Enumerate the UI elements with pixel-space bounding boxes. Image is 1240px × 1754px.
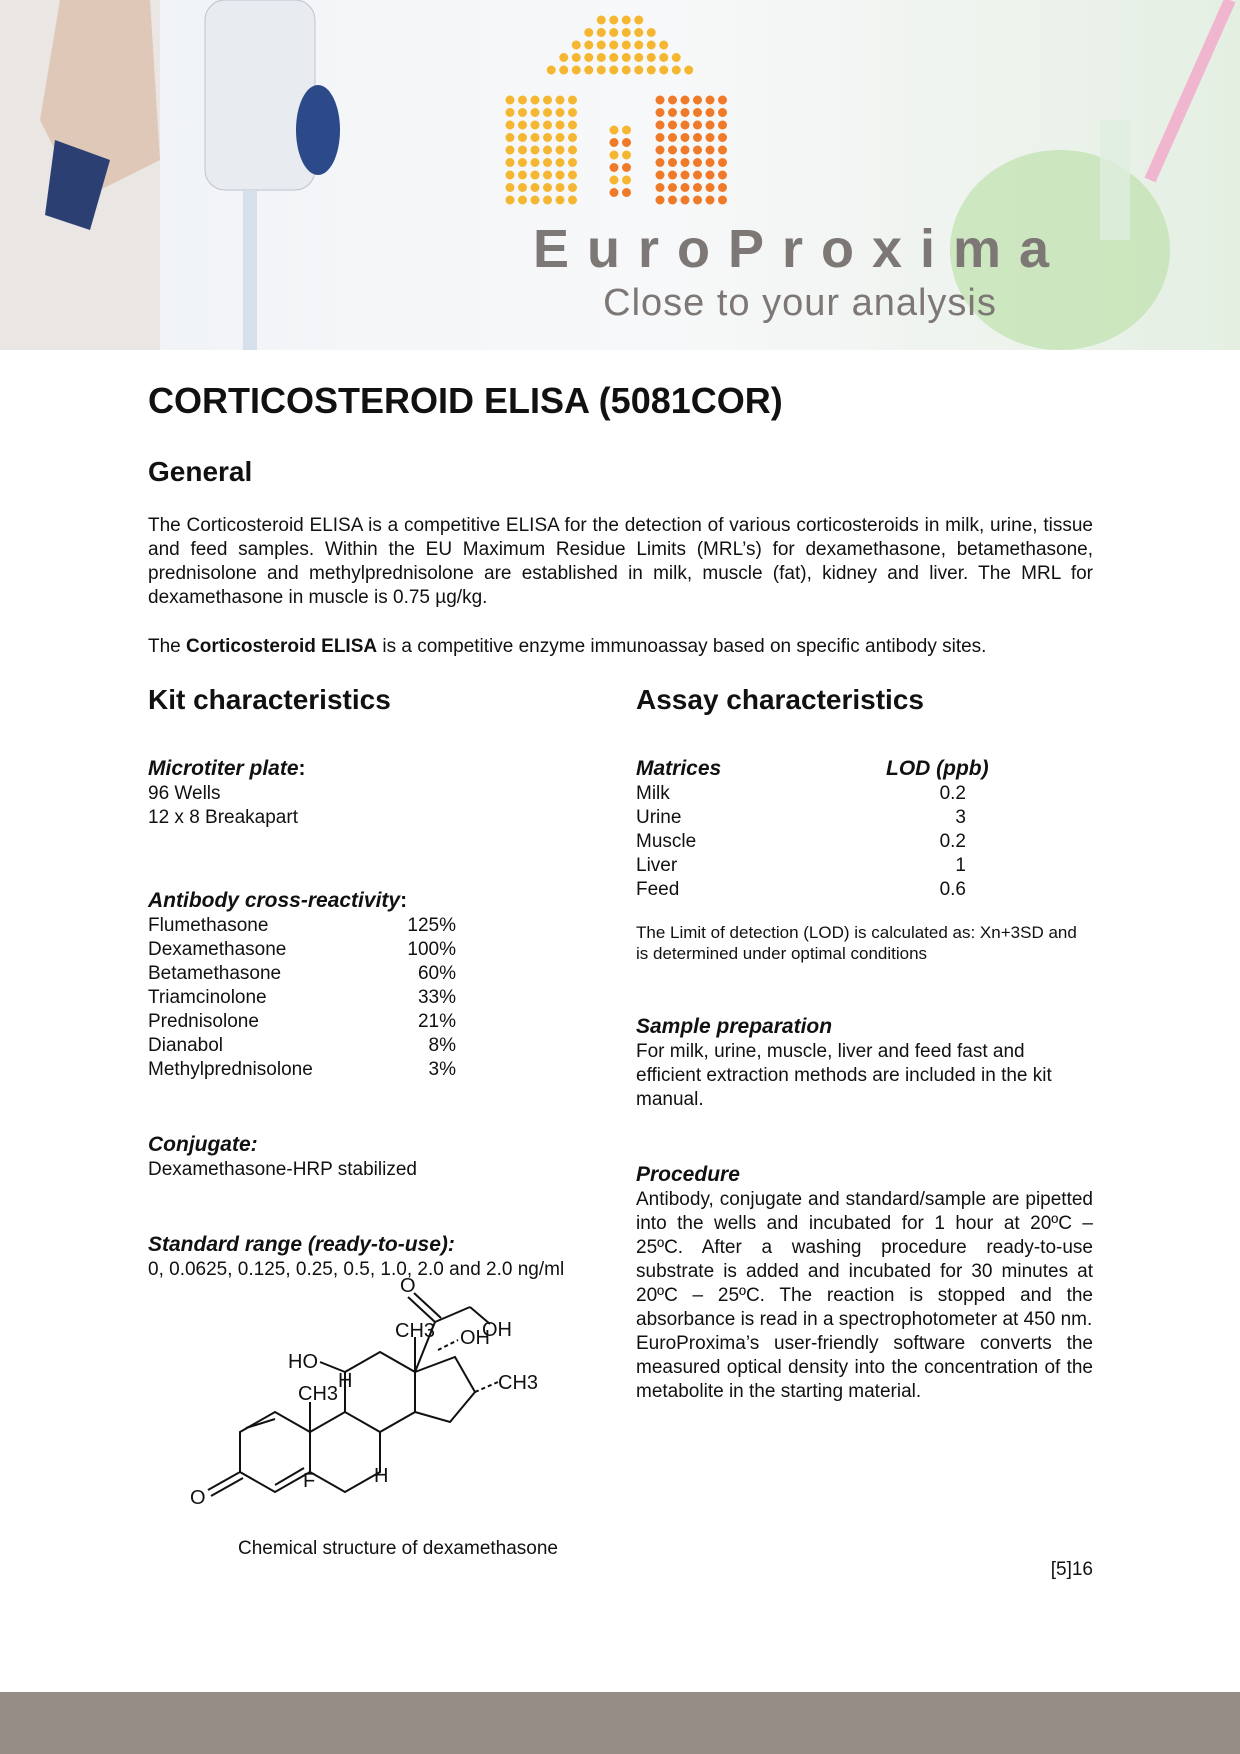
atom-oh-mid: OH xyxy=(460,1327,490,1349)
lod-table xyxy=(636,782,1093,902)
logo-dot xyxy=(610,176,619,185)
logo-dot xyxy=(572,41,581,50)
logo-dot xyxy=(556,146,565,155)
logo-dot xyxy=(597,41,606,50)
kit-heading: Kit characteristics xyxy=(148,684,391,715)
logo-dot xyxy=(656,196,665,205)
cross-name: Dianabol xyxy=(148,1035,223,1056)
logo-dot xyxy=(531,108,540,117)
logo-dot xyxy=(518,108,527,117)
logo-dot xyxy=(672,66,681,75)
logo-dot xyxy=(647,66,656,75)
logo-dot xyxy=(610,138,619,147)
logo-dot xyxy=(706,196,715,205)
p2-pre: The xyxy=(148,636,187,657)
logo-dot xyxy=(668,121,677,130)
logo-dot xyxy=(622,126,631,135)
table-row xyxy=(636,878,1093,902)
assay-heading: Assay characteristics xyxy=(636,684,924,715)
ring-d xyxy=(415,1357,475,1422)
logo-dot xyxy=(706,171,715,180)
logo-dot xyxy=(668,171,677,180)
procedure-text-2: EuroProxima’s user-friendly software converts the measured optical density into the concentration of the metabolite in the starting material. xyxy=(636,1333,1093,1402)
logo-dot xyxy=(622,163,631,172)
logo-dot xyxy=(531,133,540,142)
table-row xyxy=(148,1010,618,1034)
matrices-header xyxy=(636,756,1093,782)
cross-name: Methylprednisolone xyxy=(148,1059,313,1080)
dexamethasone-structure-diagram xyxy=(180,1262,580,1522)
logo-dot xyxy=(547,66,556,75)
cross-name: Flumethasone xyxy=(148,915,269,936)
kit-characteristics-column xyxy=(148,684,618,1282)
matrix-name: Urine xyxy=(636,807,682,828)
logo-dot xyxy=(506,96,515,105)
logo-dot xyxy=(556,183,565,192)
matrix-name: Feed xyxy=(636,879,680,900)
logo-dot xyxy=(668,183,677,192)
cross-value: 3% xyxy=(428,1059,456,1080)
logo-dot xyxy=(656,108,665,117)
logo-dot xyxy=(693,108,702,117)
logo-dot xyxy=(656,171,665,180)
pipette-body xyxy=(205,0,315,190)
logo-dot xyxy=(518,196,527,205)
table-row xyxy=(636,854,1093,878)
logo-dot xyxy=(681,183,690,192)
cross-reactivity-label xyxy=(148,888,618,914)
logo-dot xyxy=(693,121,702,130)
general-heading: General xyxy=(148,456,253,487)
logo-dot xyxy=(659,41,668,50)
logo-dot xyxy=(568,146,577,155)
logo-dot xyxy=(543,196,552,205)
procedure-text-1: Antibody, conjugate and standard/sample are pipetted into the wells and incubated for 1 hour at 20ºC – 25ºC. After a washing procedure ready-to-use substrate is added and incubated for 30 minutes at 20ºC – 25ºC. The reaction is stopped and the absorbance is read in a spectrophotometer at 450 nm. xyxy=(636,1189,1093,1330)
logo-dot xyxy=(518,133,527,142)
logo-dot xyxy=(656,158,665,167)
cross-value: 100% xyxy=(407,939,456,960)
logo-dot xyxy=(668,196,677,205)
table-row xyxy=(636,782,1093,806)
sample-preparation-label: Sample preparation xyxy=(636,1015,833,1038)
logo-dot xyxy=(506,171,515,180)
logo-dot xyxy=(531,146,540,155)
logo-dot xyxy=(543,121,552,130)
table-row xyxy=(148,914,618,938)
logo-dot xyxy=(668,133,677,142)
cross-label-colon: : xyxy=(400,889,408,912)
cross-value: 125% xyxy=(407,915,456,936)
logo-dot xyxy=(656,183,665,192)
logo-dot xyxy=(568,96,577,105)
logo-dot xyxy=(656,96,665,105)
logo-dot xyxy=(647,28,656,37)
logo-dot xyxy=(584,53,593,62)
logo-dot xyxy=(556,171,565,180)
ring-c xyxy=(345,1352,415,1432)
logo-dot xyxy=(668,108,677,117)
atom-f: F xyxy=(303,1470,316,1492)
logo-dot xyxy=(597,28,606,37)
logo-dot xyxy=(634,41,643,50)
logo-dot xyxy=(584,66,593,75)
logo-dot xyxy=(718,121,727,130)
lod-value: 3 xyxy=(955,807,966,828)
methyl-bond-right xyxy=(475,1382,498,1392)
oh-bond-mid xyxy=(438,1340,458,1350)
logo-dot xyxy=(706,183,715,192)
brand-tagline: Close to your analysis xyxy=(603,282,997,324)
logo-dot xyxy=(693,196,702,205)
logo-dot xyxy=(622,188,631,197)
logo-dot xyxy=(659,66,668,75)
logo-dot xyxy=(609,28,618,37)
page-title: CORTICOSTEROID ELISA (5081COR) xyxy=(148,380,783,421)
logo-dot xyxy=(622,28,631,37)
logo-dot xyxy=(531,171,540,180)
matrix-name: Liver xyxy=(636,855,678,876)
atom-o-top: O xyxy=(400,1275,416,1297)
logo-dot xyxy=(556,96,565,105)
logo-dot xyxy=(622,138,631,147)
logo-dot xyxy=(543,133,552,142)
logo-dot xyxy=(622,176,631,185)
logo-dot xyxy=(706,96,715,105)
footer-bar xyxy=(0,1692,1240,1754)
logo-dot xyxy=(609,16,618,25)
logo-dot xyxy=(597,53,606,62)
logo-dot xyxy=(706,146,715,155)
logo-dot xyxy=(706,121,715,130)
logo-dot xyxy=(506,133,515,142)
cross-label-text: Antibody cross-reactivity xyxy=(148,889,401,912)
page-number: [5]16 xyxy=(1050,1559,1093,1580)
logo-dot xyxy=(681,133,690,142)
matrices-column-header: Matrices xyxy=(636,757,722,780)
logo-dot xyxy=(556,133,565,142)
standard-range-value: 0, 0.0625, 0.125, 0.25, 0.5, 1.0, 2.0 and 2.0 ng/ml xyxy=(148,1259,565,1280)
logo-dot xyxy=(543,146,552,155)
logo-dot xyxy=(568,121,577,130)
logo-dot xyxy=(506,146,515,155)
logo-dot xyxy=(681,96,690,105)
plate-line-1: 96 Wells xyxy=(148,783,221,804)
logo-dot xyxy=(681,108,690,117)
table-row xyxy=(148,962,618,986)
logo-dot xyxy=(556,108,565,117)
cross-reactivity-table xyxy=(148,914,618,1082)
structure-caption: Chemical structure of dexamethasone xyxy=(238,1538,558,1559)
procedure-label: Procedure xyxy=(636,1163,740,1186)
logo-dot xyxy=(634,28,643,37)
logo-dot xyxy=(681,121,690,130)
atom-oh-top: OH xyxy=(482,1319,512,1341)
assay-characteristics-column xyxy=(636,684,1093,1404)
logo-dot xyxy=(559,53,568,62)
atom-ho-left: HO xyxy=(288,1351,318,1373)
ring-b xyxy=(310,1412,380,1492)
logo-dot xyxy=(622,151,631,160)
cross-value: 21% xyxy=(417,1011,456,1032)
logo-dot xyxy=(718,108,727,117)
table-row xyxy=(148,938,618,962)
logo-dot xyxy=(610,126,619,135)
conjugate-value: Dexamethasone-HRP stabilized xyxy=(148,1159,417,1180)
logo-dot xyxy=(518,171,527,180)
logo-dot xyxy=(718,96,727,105)
logo-dot xyxy=(656,121,665,130)
logo-dot xyxy=(518,183,527,192)
logo-dot xyxy=(693,183,702,192)
logo-dot xyxy=(693,146,702,155)
logo-dot xyxy=(718,133,727,142)
standard-range-label: Standard range (ready-to-use): xyxy=(148,1233,455,1256)
pipette-button xyxy=(296,85,340,175)
logo-dot xyxy=(543,183,552,192)
lod-value: 1 xyxy=(955,855,966,876)
logo-dot xyxy=(693,158,702,167)
conjugate-label: Conjugate: xyxy=(148,1133,258,1156)
logo-dot xyxy=(634,66,643,75)
header-banner xyxy=(0,0,1240,350)
logo-dot xyxy=(656,146,665,155)
logo-dot xyxy=(609,66,618,75)
cross-value: 8% xyxy=(428,1035,456,1056)
atom-ch3-mid: CH3 xyxy=(395,1320,436,1342)
logo-dot xyxy=(531,121,540,130)
logo-dot xyxy=(543,96,552,105)
logo-dot xyxy=(668,146,677,155)
atom-h-mid: H xyxy=(338,1370,353,1392)
cross-value: 33% xyxy=(417,987,456,1008)
logo-dot xyxy=(609,41,618,50)
cross-name: Dexamethasone xyxy=(148,939,287,960)
logo-dot xyxy=(543,108,552,117)
logo-dot xyxy=(706,158,715,167)
brand-name: EuroProxima xyxy=(532,219,1068,279)
logo-dot xyxy=(684,66,693,75)
logo-dot xyxy=(610,163,619,172)
logo-dot xyxy=(506,183,515,192)
logo-dot xyxy=(559,66,568,75)
logo-dot xyxy=(647,53,656,62)
table-row xyxy=(636,806,1093,830)
logo-dot xyxy=(610,151,619,160)
plate-line-2: 12 x 8 Breakapart xyxy=(148,807,298,828)
logo-dot xyxy=(622,16,631,25)
logo-dot xyxy=(584,28,593,37)
matrix-name: Muscle xyxy=(636,831,697,852)
table-row xyxy=(148,986,618,1010)
logo-dot xyxy=(656,133,665,142)
logo-dot xyxy=(668,96,677,105)
logo-dot xyxy=(622,53,631,62)
logo-dot xyxy=(584,41,593,50)
cross-name: Betamethasone xyxy=(148,963,282,984)
logo-dot xyxy=(506,121,515,130)
lod-value: 0.2 xyxy=(939,831,966,852)
cross-value: 60% xyxy=(417,963,456,984)
logo-dot xyxy=(706,108,715,117)
logo-dot xyxy=(556,121,565,130)
logo-dot xyxy=(718,146,727,155)
logo-dot xyxy=(543,158,552,167)
logo-dot xyxy=(543,171,552,180)
logo-dot xyxy=(531,183,540,192)
cross-name: Prednisolone xyxy=(148,1011,259,1032)
europroxima-logo-icon xyxy=(506,16,728,205)
side-chain-2 xyxy=(435,1307,470,1322)
logo-dot xyxy=(718,183,727,192)
logo-dot xyxy=(506,158,515,167)
logo-dot xyxy=(597,16,606,25)
logo-dot xyxy=(693,133,702,142)
logo-dot xyxy=(568,108,577,117)
plate-label xyxy=(148,756,618,782)
lod-note: The Limit of detection (LOD) is calculated as: Xn+3SD and is determined under optimal conditions xyxy=(636,923,1077,963)
logo-dot xyxy=(556,158,565,167)
logo-dot xyxy=(572,53,581,62)
table-row xyxy=(148,1058,618,1082)
atom-ch3-right: CH3 xyxy=(498,1372,539,1394)
logo-dot xyxy=(518,121,527,130)
logo-dot xyxy=(622,41,631,50)
logo-dot xyxy=(568,171,577,180)
logo-dot xyxy=(531,196,540,205)
logo-dot xyxy=(718,196,727,205)
logo-dot xyxy=(693,171,702,180)
logo-dot xyxy=(693,96,702,105)
logo-dot xyxy=(531,96,540,105)
logo-dot xyxy=(568,133,577,142)
table-row xyxy=(636,830,1093,854)
logo-dot xyxy=(518,146,527,155)
logo-dot xyxy=(518,158,527,167)
logo-dot xyxy=(609,53,618,62)
ring-a xyxy=(240,1412,310,1492)
logo-dot xyxy=(518,96,527,105)
logo-dot xyxy=(568,158,577,167)
lod-column-header: LOD (ppb) xyxy=(886,757,989,780)
lod-value: 0.2 xyxy=(939,783,966,804)
double-bond-a2 xyxy=(275,1468,304,1485)
atom-h-bottom: H xyxy=(374,1465,389,1487)
p2-post: is a competitive enzyme immunoassay based on specific antibody sites. xyxy=(377,636,987,657)
logo-dot xyxy=(568,183,577,192)
logo-dot xyxy=(531,158,540,167)
logo-dot xyxy=(668,158,677,167)
atom-ch3-left: CH3 xyxy=(298,1383,339,1405)
p2-bold: Corticosteroid ELISA xyxy=(186,636,378,657)
logo-dot xyxy=(681,158,690,167)
logo-dot xyxy=(718,171,727,180)
logo-dot xyxy=(718,158,727,167)
logo-dot xyxy=(681,196,690,205)
logo-dot xyxy=(634,16,643,25)
logo-dot xyxy=(572,66,581,75)
logo-dot xyxy=(506,196,515,205)
logo-dot xyxy=(706,133,715,142)
logo-dot xyxy=(634,53,643,62)
general-paragraph-1: The Corticosteroid ELISA is a competitive ELISA for the detection of various corticosteroids in milk, urine, tissue and feed samples. Within the EU Maximum Residue Limits (MRL’s) for dexamethasone, betamethasone, prednisolone and methylprednisolone are established in milk, muscle (fat), kidney and liver. The MRL for dexamethasone in muscle is 0.75 µg/kg. xyxy=(148,515,1093,608)
logo-dot xyxy=(506,108,515,117)
logo-dot xyxy=(597,66,606,75)
logo-dot xyxy=(672,53,681,62)
atom-o-left: O xyxy=(190,1487,206,1509)
table-row xyxy=(148,1034,618,1058)
general-paragraph-2 xyxy=(148,635,1093,659)
plate-label-text: Microtiter plate xyxy=(148,757,299,780)
lod-value: 0.6 xyxy=(939,879,966,900)
plate-label-colon: : xyxy=(298,757,306,780)
sample-preparation-text: For milk, urine, muscle, liver and feed fast and efficient extraction methods are included in the kit manual. xyxy=(636,1041,1052,1110)
logo-dot xyxy=(610,188,619,197)
matrix-name: Milk xyxy=(636,783,670,804)
logo-dot xyxy=(556,196,565,205)
carbonyl-a2 xyxy=(211,1478,243,1496)
logo-dot xyxy=(681,146,690,155)
logo-dot xyxy=(681,171,690,180)
pink-pipette xyxy=(1150,0,1230,180)
logo-dot xyxy=(647,41,656,50)
carbonyl-a xyxy=(208,1472,240,1490)
logo-dot xyxy=(568,196,577,205)
cross-name: Triamcinolone xyxy=(148,987,267,1008)
logo-dot xyxy=(659,53,668,62)
logo-dot xyxy=(622,66,631,75)
